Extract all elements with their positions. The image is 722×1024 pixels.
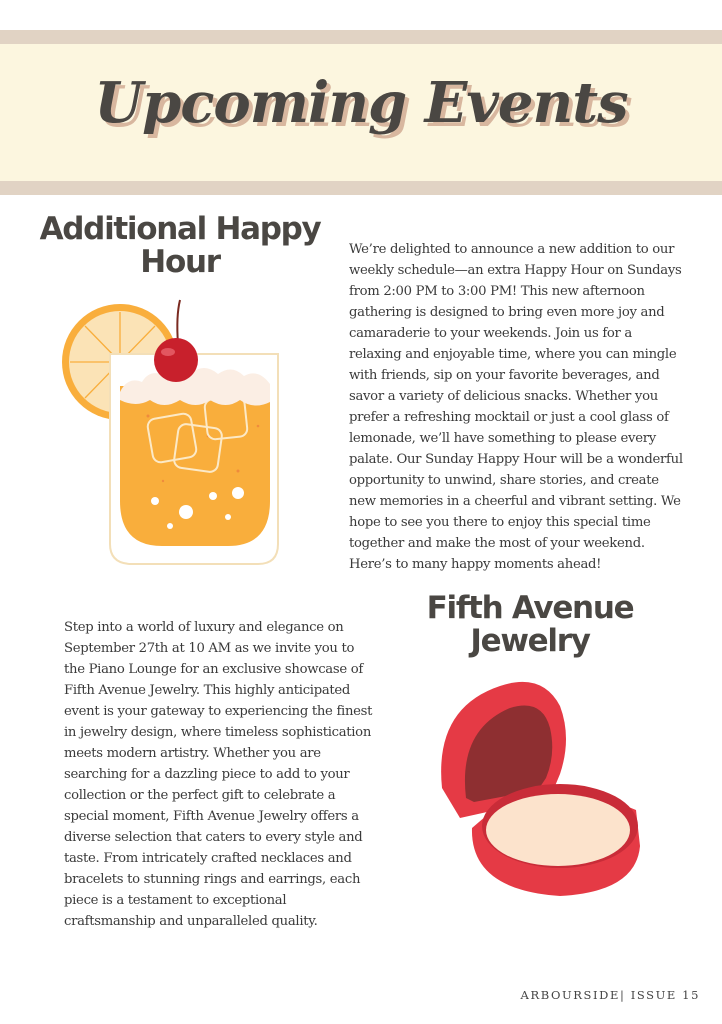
happy-hour-body: We’re delighted to announce a new addition to our weekly schedule—an extra Happy Hour on Sundays from 2:00 PM to 3:00 PM! This new afternoon gathering is designed to bring even more joy and camaraderie to your weekends. Join us for a relaxing and enjoyable time, where you can mingle with friends, sip on your favorite beverages, and savor a variety of delicious snacks. Whether you prefer a refreshing mocktail or just a cool glass of lemonade, we’ll have something to please every palate. Our Sunday Happy Hour will be a wonderful opportunity to unwind, share stories, and create new memories in a cheerful and vibrant setting. We hope to see you there to enjoy this special time together and make the most of your weekend. Here’s to many happy moments ahead!	[349, 242, 683, 572]
jewelry-body: Step into a world of luxury and elegance on September 27th at 10 AM as we invite you to the Piano Lounge for an exclusive showcase of Fifth Avenue Jewelry. This highly anticipated event is your gateway to experiencing the finest in jewelry design, where timeless sophistication meets modern artistry. Whether you are searching for a dazzling piece to add to your collection or the perfect gift to celebrate a special moment, Fifth Avenue Jewelry offers a diverse selection that caters to every style and taste. From intricately crafted necklaces and bracelets to stunning rings and earrings, each piece is a testament to exceptional craftsmanship and unparalleled quality.	[64, 620, 373, 929]
banner-bottom-band	[0, 181, 722, 195]
page-title: Upcoming Events	[94, 70, 628, 136]
footer-issue-label: ARBOURSIDE| ISSUE 15	[520, 988, 700, 1002]
happy-hour-heading: Additional Happy Hour	[39, 211, 321, 280]
jewelry-box-icon	[430, 678, 644, 900]
drink-liquid	[120, 386, 270, 546]
jewelry-heading: Fifth Avenue Jewelry	[426, 590, 634, 659]
cocktail-glass-icon	[58, 296, 288, 572]
banner-top-band	[0, 30, 722, 44]
